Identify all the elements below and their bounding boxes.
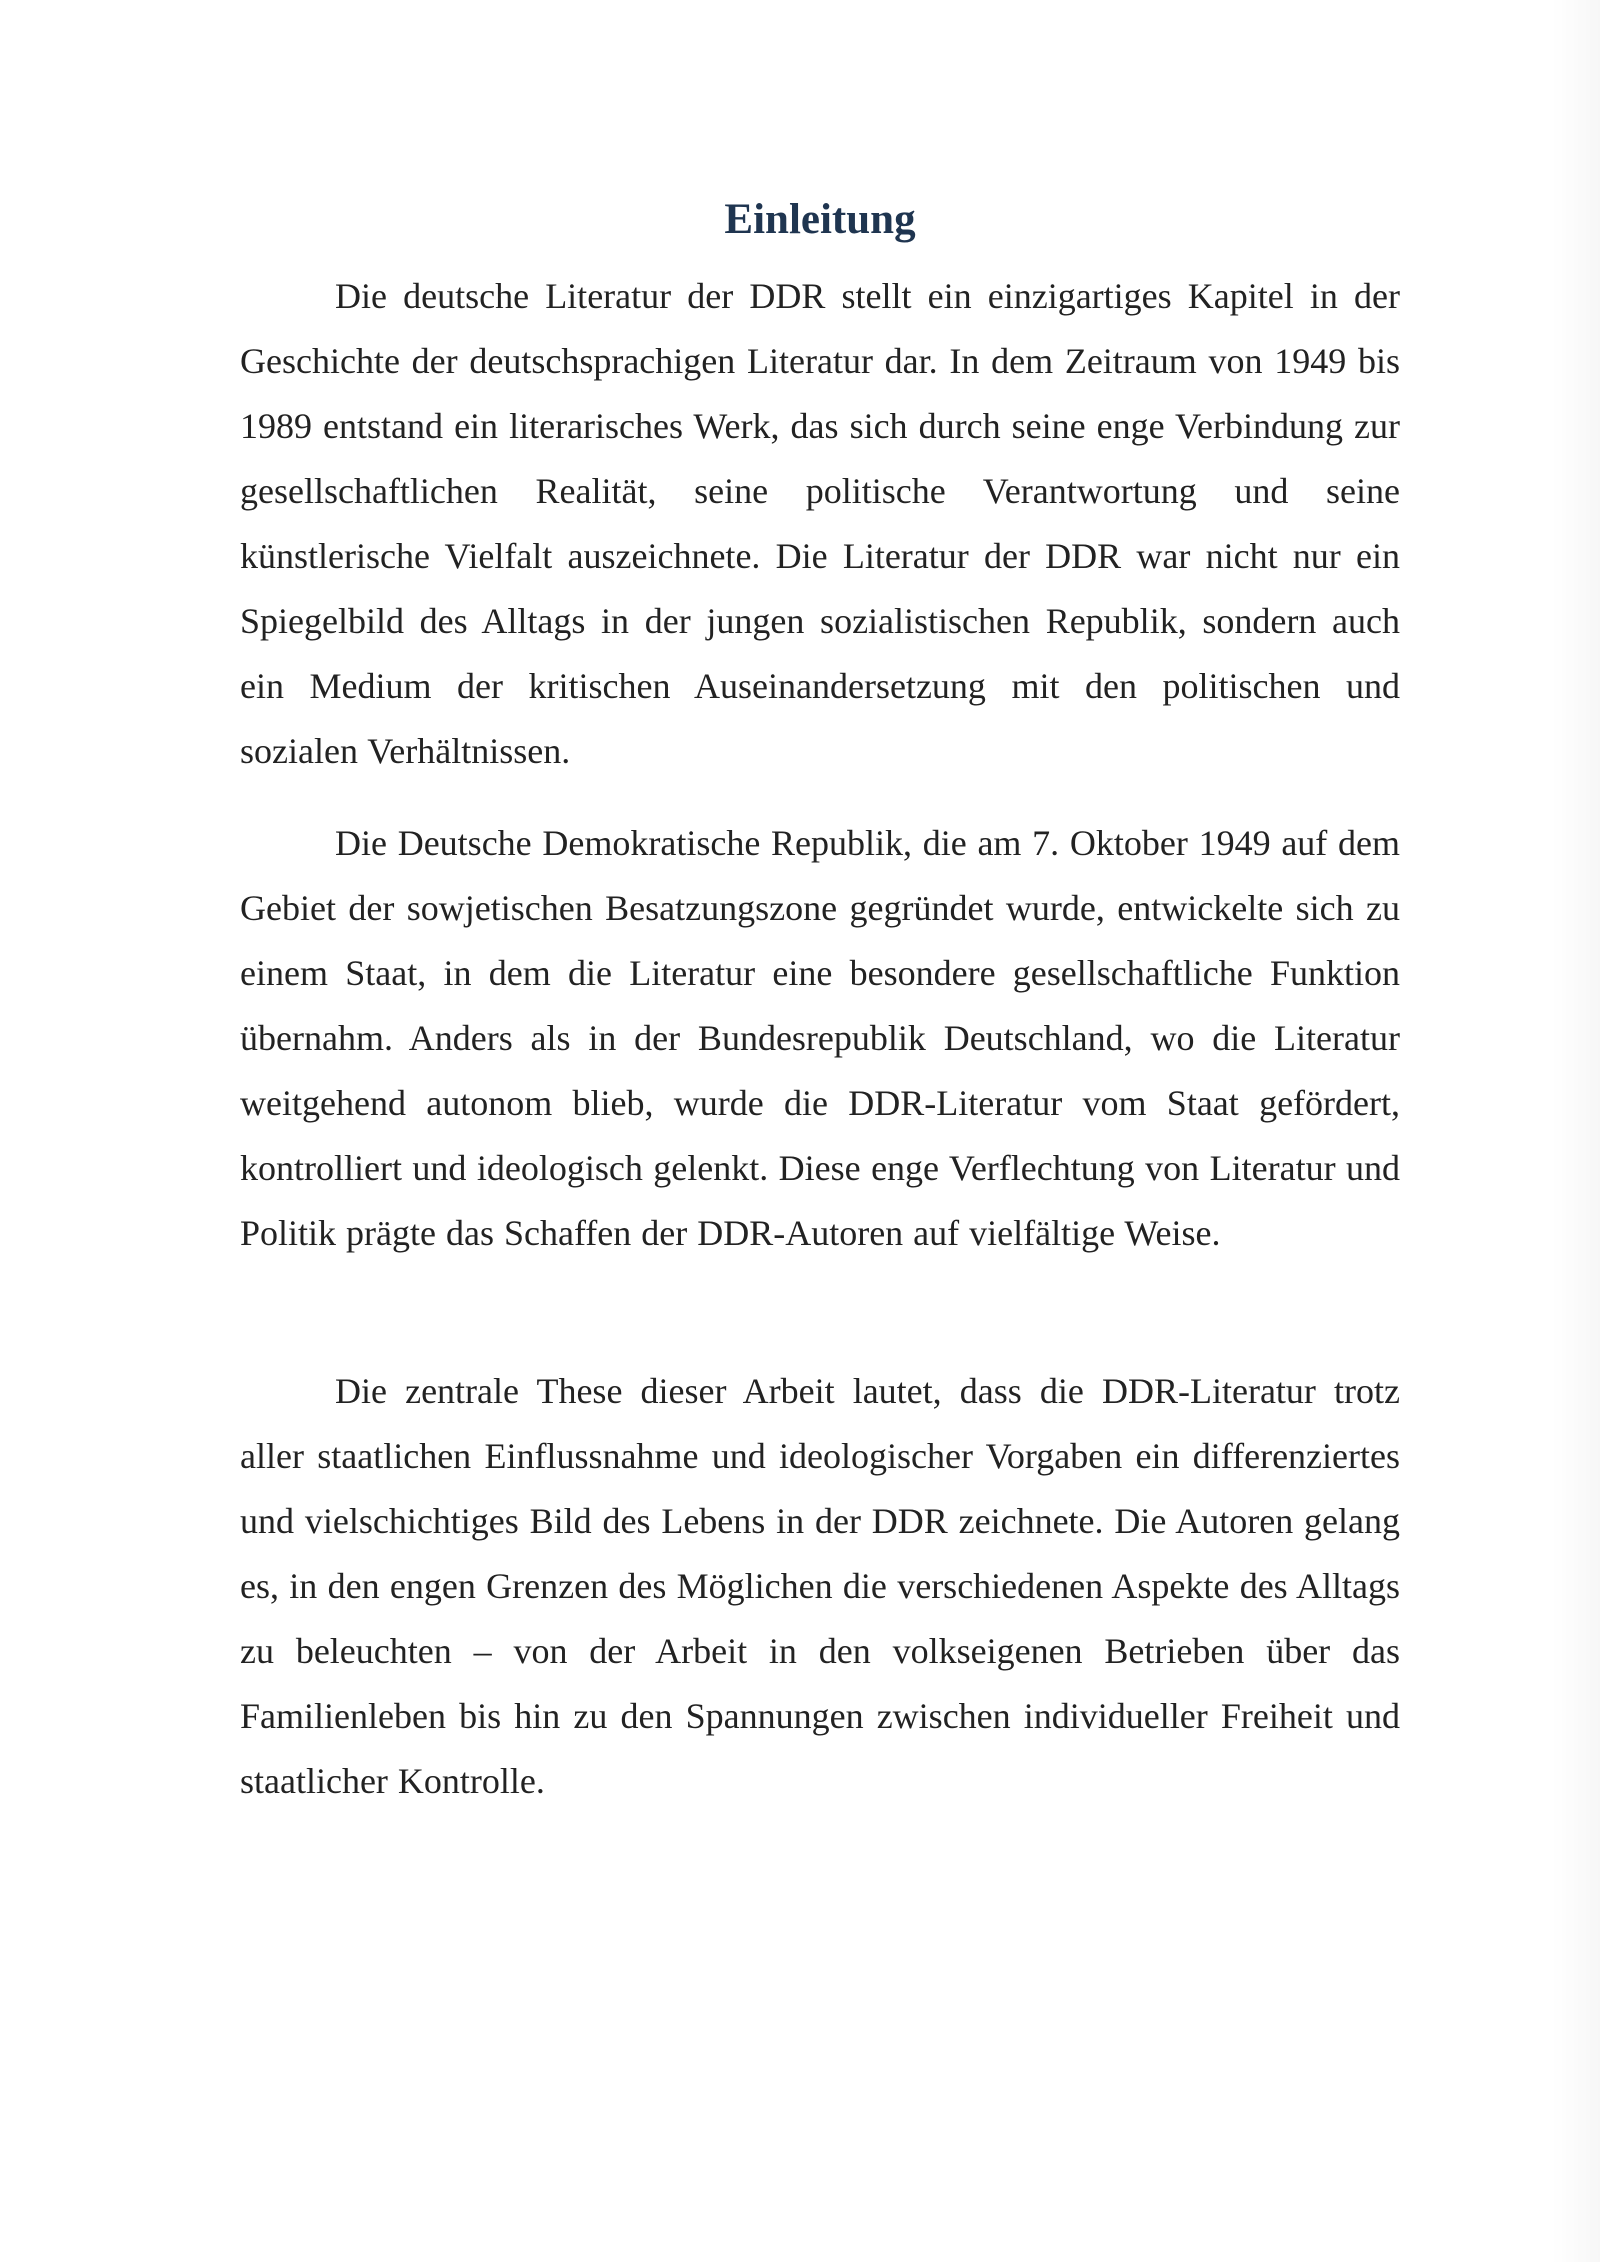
paragraph-2-container — [240, 811, 1400, 1266]
body-paragraph: Die zentrale These dieser Arbeit lautet, dass die DDR-Literatur trotz aller staatlichen Einflussnahme und ideologischer Vorgaben ein differenziertes und vielschichtiges Bild des Lebens in der DDR zeichnete. Die Autoren gelang es, in den engen Grenzen des Möglichen die verschiedenen Aspekte des Alltags zu beleuchten – von der Arbeit in den volkseigenen Betrieben über das Familienleben bis hin zu den Spannungen zwischen individueller Freiheit und staatlicher Kontrolle. — [240, 1371, 1400, 1801]
paragraph-1-container — [240, 264, 1400, 784]
paragraph-3-container — [240, 1359, 1400, 1814]
body-paragraph: Die Deutsche Demokratische Republik, die am 7. Oktober 1949 auf dem Gebiet der sowjetischen Besatzungszone gegründet wurde, entwickelte sich zu einem Staat, in dem die Literatur eine besondere gesellschaftliche Funktion übernahm. Anders als in der Bundesrepublik Deutschland, wo die Literatur weitgehend autonom blieb, wurde die DDR-Literatur vom Staat gefördert, kontrolliert und ideologisch gelenkt. Diese enge Verflechtung von Literatur und Politik prägte das Schaffen der DDR-Autoren auf vielfältige Weise. — [240, 823, 1400, 1253]
page-title: Einleitung — [724, 196, 916, 243]
body-paragraph: Die deutsche Literatur der DDR stellt ein einzigartiges Kapitel in der Geschichte der deutschsprachigen Literatur dar. In dem Zeitraum von 1949 bis 1989 entstand ein literarisches Werk, das sich durch seine enge Verbindung zur gesellschaftlichen Realität, seine politische Verantwortung und seine künstlerische Vielfalt auszeichnete. Die Literatur der DDR war nicht nur ein Spiegelbild des Alltags in der jungen sozialistischen Republik, sondern auch ein Medium der kritischen Auseinandersetzung mit den politischen und sozialen Verhältnissen. — [240, 276, 1400, 771]
